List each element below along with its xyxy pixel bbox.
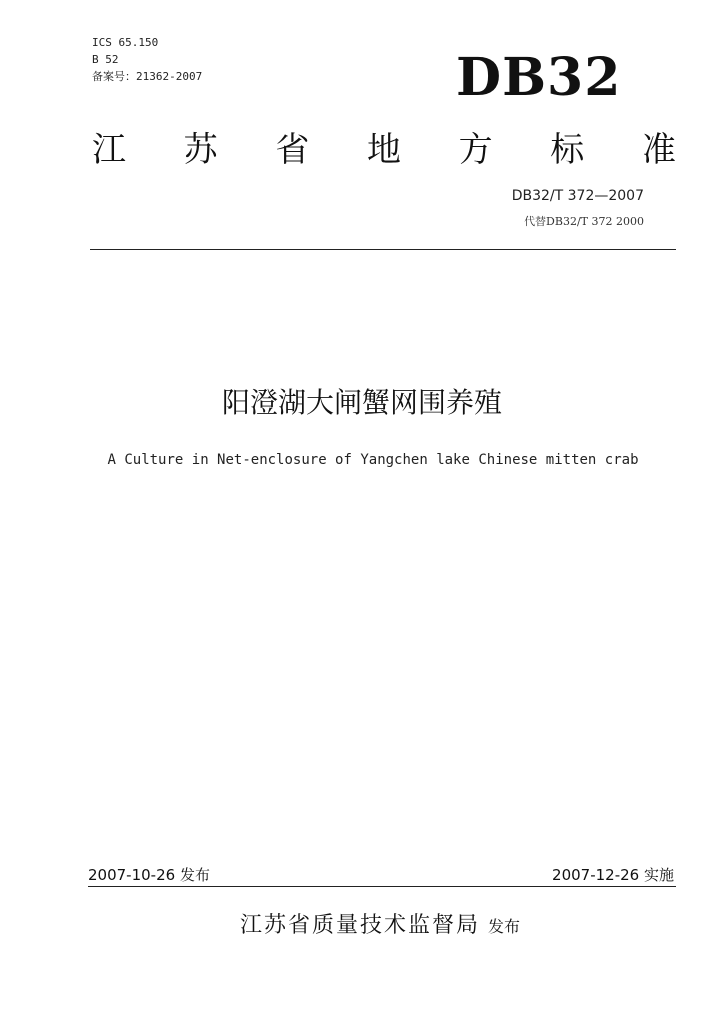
bottom-divider: [88, 886, 676, 887]
ics-code: ICS 65.150: [92, 36, 159, 49]
publisher-line: [0, 908, 724, 939]
standard-type-char: 标: [550, 130, 585, 170]
replaces-standard: 代替DB32/T 372 2000: [524, 215, 644, 228]
standard-type-heading: [92, 128, 676, 172]
document-title-chinese: 阳澄湖大闸蟹网围养殖: [221, 386, 502, 419]
classification-block: [92, 34, 202, 85]
standard-type-char: 地: [366, 130, 401, 170]
publish-verb: 发布: [488, 917, 521, 936]
implementation-date: 2007-12-26 实施: [552, 866, 674, 884]
issue-date: 2007-10-26 发布: [88, 866, 210, 884]
standard-type-char: 准: [641, 130, 676, 170]
standard-type-char: 方: [458, 130, 493, 170]
db32-logo: DB32: [456, 47, 622, 108]
standard-type-char: 省: [275, 130, 310, 170]
filing-number: 备案号：21362-2007: [92, 70, 203, 83]
standard-type-char: 苏: [183, 130, 218, 170]
top-divider: [90, 249, 676, 250]
standard-number: DB32/T 372—2007: [511, 188, 644, 204]
document-title-english: A Culture in Net-enclosure of Yangchen lake Chinese mitten crab: [107, 452, 639, 468]
publisher-organization: 江苏省质量技术监督局: [239, 913, 480, 938]
standard-type-char: 江: [92, 130, 126, 170]
ccs-code: B 52: [92, 53, 119, 66]
